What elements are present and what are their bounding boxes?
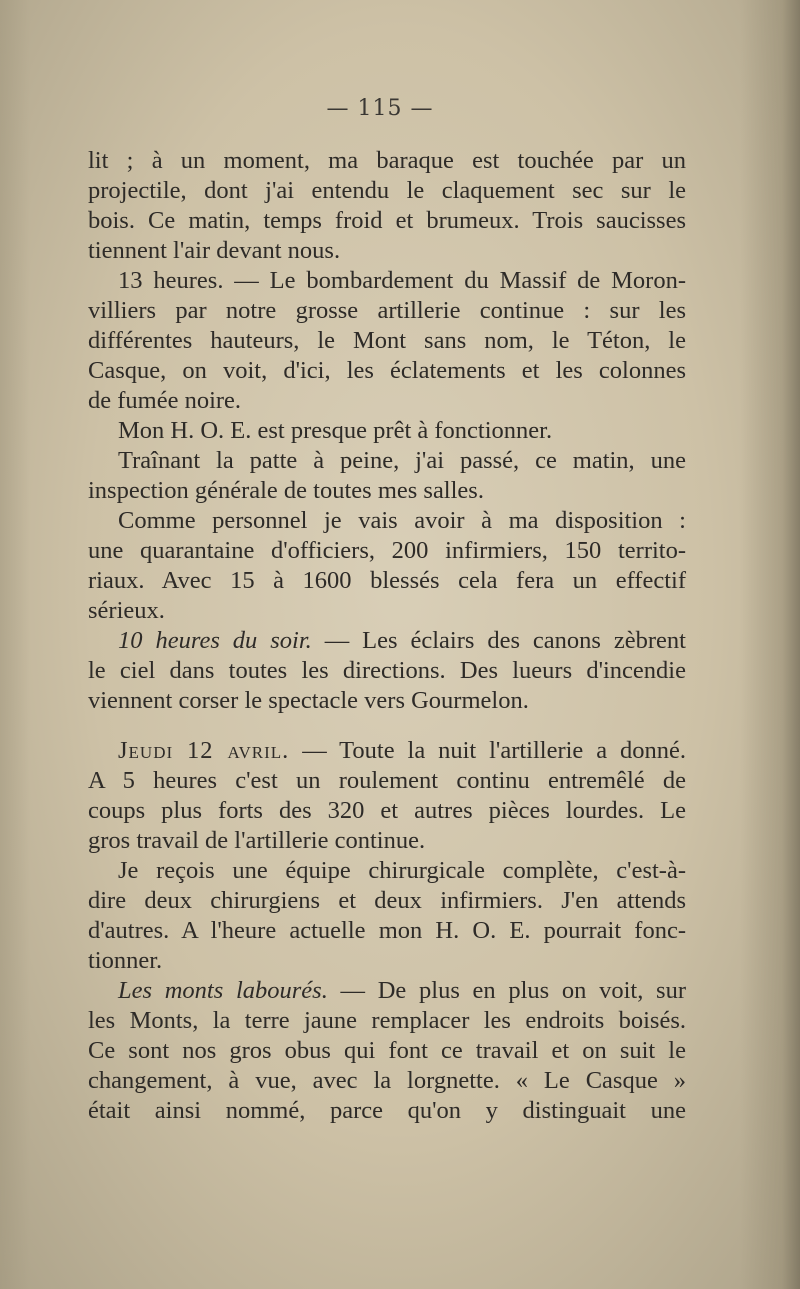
- text-line: Comme personnel je vais avoir à ma disposition :: [118, 507, 686, 534]
- text-line: villiers par notre grosse artillerie continue : sur les: [88, 297, 686, 324]
- text-line: d'autres. A l'heure actuelle mon H. O. E. pourrait fonc-: [88, 917, 686, 944]
- text-line: inspection générale de toutes mes salles.: [88, 477, 484, 504]
- text-line: Je reçois une équipe chirurgicale complète, c'est-à-: [118, 857, 686, 884]
- text-line: [88, 736, 686, 766]
- text-line: dire deux chirurgiens et deux infirmiers. J'en attends: [88, 887, 686, 914]
- page-shadow-left: [0, 0, 30, 1289]
- text-segment: — Les éclairs des canons zèbrent: [311, 627, 686, 654]
- section-gap: [88, 716, 686, 736]
- text-line: Ce sont nos gros obus qui font ce travail et on suit le: [88, 1037, 686, 1064]
- text-line: bois. Ce matin, temps froid et brumeux. Trois saucisses: [88, 207, 686, 234]
- text-segment: — De plus en plus on voit, sur: [327, 977, 686, 1004]
- text-line: une quarantaine d'officiers, 200 infirmiers, 150 territo-: [88, 537, 686, 564]
- text-line: était ainsi nommé, parce qu'on y distinguait une: [88, 1097, 686, 1124]
- text-line: projectile, dont j'ai entendu le claquement sec sur le: [88, 177, 686, 204]
- text-line: 13 heures. — Le bombardement du Massif de Moron-: [118, 267, 686, 294]
- body-text: [88, 146, 686, 1126]
- text-line: lit ; à un moment, ma baraque est touchée par un: [88, 147, 686, 174]
- text-line: gros travail de l'artillerie continue.: [88, 827, 426, 854]
- page-number: — 115 —: [326, 96, 434, 121]
- text-line: riaux. Avec 15 à 1600 blessés cela fera un effectif: [88, 567, 686, 594]
- text-line: le ciel dans toutes les directions. Des lueurs d'incendie: [88, 657, 686, 684]
- text-line: Traînant la patte à peine, j'ai passé, ce matin, une: [118, 447, 686, 474]
- text-segment: — Toute la nuit l'artillerie a donné.: [289, 737, 686, 764]
- text-line: Casque, on voit, d'ici, les éclatements et les colonnes: [88, 357, 686, 384]
- text-line: Mon H. O. E. est presque prêt à fonctionner.: [118, 417, 553, 444]
- text-line: A 5 heures c'est un roulement continu entremêlé de: [88, 767, 686, 794]
- text-line: viennent corser le spectacle vers Gourmelon.: [88, 687, 529, 714]
- text-line: les Monts, la terre jaune remplacer les endroits boisés.: [88, 1007, 686, 1034]
- text-line: coups plus forts des 320 et autres pièces lourdes. Le: [88, 797, 686, 824]
- date-heading: Jeudi 12 avril.: [118, 737, 290, 764]
- text-line: différentes hauteurs, le Mont sans nom, le Téton, le: [88, 327, 686, 354]
- text-line: tiennent l'air devant nous.: [88, 237, 341, 264]
- italic-heading: 10 heures du soir.: [118, 627, 312, 654]
- text-line: sérieux.: [88, 597, 165, 624]
- text-line: tionner.: [88, 947, 163, 974]
- text-line: de fumée noire.: [88, 387, 242, 414]
- italic-heading: Les monts labourés.: [118, 977, 328, 1004]
- text-line: changement, à vue, avec la lorgnette. « Le Casque »: [88, 1067, 686, 1094]
- page-shadow-right: [740, 0, 800, 1289]
- text-line: [88, 976, 686, 1006]
- text-line: [88, 626, 686, 656]
